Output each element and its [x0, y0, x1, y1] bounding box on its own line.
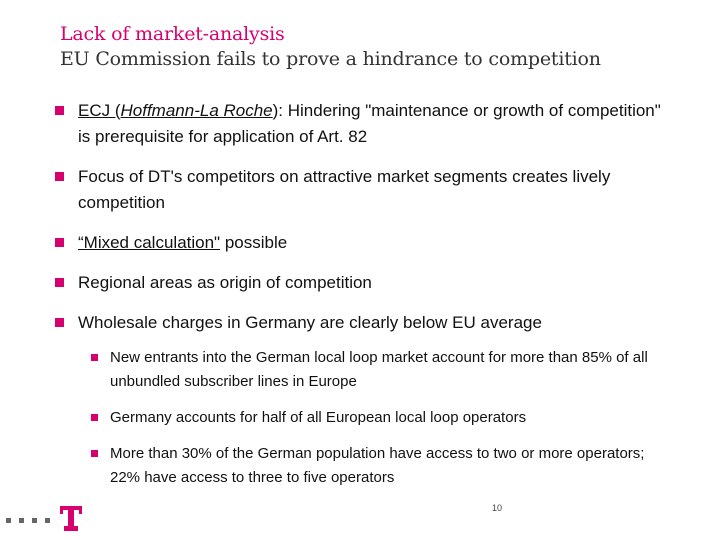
sub-bullet-square-icon	[91, 450, 98, 457]
bullet-item-wholesale	[55, 310, 675, 336]
sub-bullet-item-new-entrants	[91, 346, 651, 394]
bullet-item-focus	[55, 164, 675, 216]
logo-dot	[45, 518, 50, 523]
logo-dot	[6, 518, 11, 523]
ecj-statement: ): Hindering "maintenance or growth of competition" is prerequisite for application of Art. 82	[78, 101, 661, 146]
mixed-calculation-quote: “Mixed calculation"	[78, 233, 221, 252]
sub-bullet-square-icon	[91, 354, 98, 361]
sub-bullet-text: More than 30% of the German population have access to two or more operators; 22% have access to three to five operators	[110, 445, 645, 486]
t-letter-icon	[60, 506, 82, 532]
bullet-text: Wholesale charges in Germany are clearly below EU average	[78, 313, 542, 332]
ecj-case-reference: ECJ (Hoffmann-La Roche	[78, 101, 273, 120]
sub-bullet-text: Germany accounts for half of all European local loop operators	[110, 409, 527, 426]
sub-bullet-item-population-access	[91, 442, 651, 490]
bullet-list	[55, 98, 675, 490]
bullet-square-icon	[55, 318, 64, 327]
slide-title	[60, 22, 601, 72]
bullet-text: Regional areas as origin of competition	[78, 273, 372, 292]
bullet-square-icon	[55, 278, 64, 287]
bullet-item-ecj	[55, 98, 675, 150]
bullet-text: possible	[220, 233, 288, 252]
bullet-item-regional	[55, 270, 675, 296]
sub-bullet-item-operators	[91, 406, 651, 430]
bullet-square-icon	[55, 238, 64, 247]
sub-bullet-text: New entrants into the German local loop market account for more than 85% of all unbundled subscriber lines in Europe	[110, 349, 648, 390]
bullet-square-icon	[55, 106, 64, 115]
bullet-text: Focus of DT's competitors on attractive market segments creates lively competition	[78, 167, 611, 212]
logo-dot	[32, 518, 37, 523]
telekom-t-logo-icon	[0, 502, 90, 532]
bullet-item-mixed-calculation	[55, 230, 675, 256]
slide-title-main: Lack of market-analysis	[60, 23, 285, 45]
bullet-square-icon	[55, 172, 64, 181]
logo-dot	[19, 518, 24, 523]
page-number: 10	[491, 503, 502, 513]
slide-title-subtitle: EU Commission fails to prove a hindrance to competition	[60, 48, 601, 70]
sub-bullet-square-icon	[91, 414, 98, 421]
sub-bullet-list	[91, 346, 651, 490]
